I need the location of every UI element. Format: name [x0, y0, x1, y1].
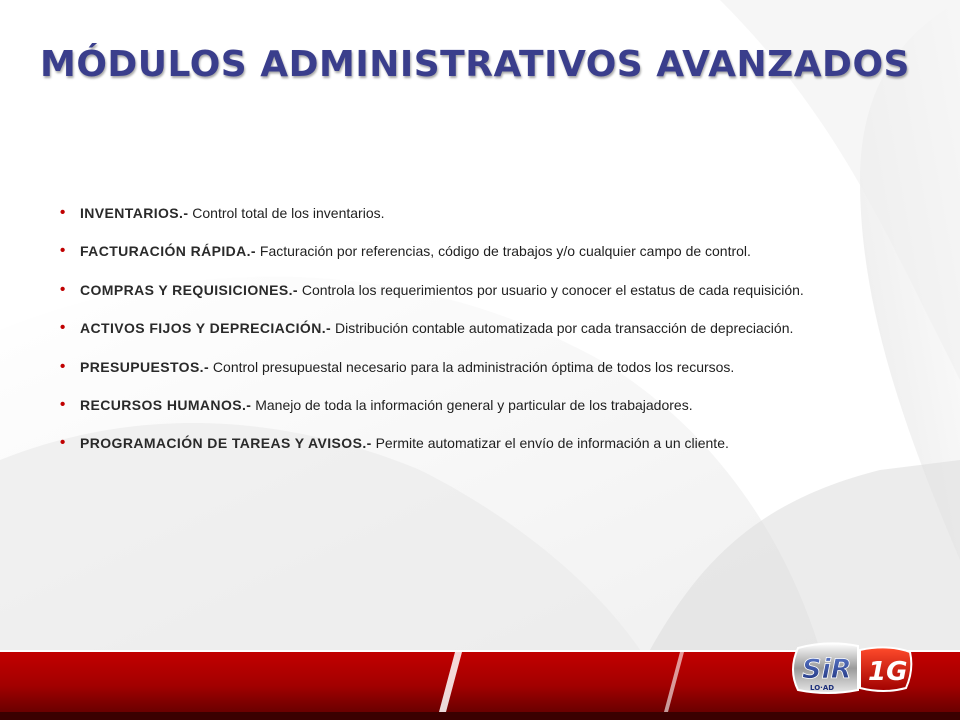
item-term: PRESUPUESTOS.- [80, 358, 210, 375]
bullet-icon: • [60, 434, 66, 452]
logo-sir-text: SiR [802, 654, 852, 685]
item-term: INVENTARIOS.- [80, 205, 189, 221]
logo-badge-text: 1G [868, 657, 908, 687]
list-item [60, 357, 940, 395]
item-description: Manejo de toda la información general y particular de los trabajadores. [251, 396, 693, 413]
module-list [60, 203, 940, 472]
item-description: Permite automatizar el envío de información a un cliente. [371, 435, 729, 452]
item-term: PROGRAMACIÓN DE TAREAS Y AVISOS.- [80, 435, 372, 452]
list-item [60, 395, 940, 433]
item-description: Control presupuestal necesario para la administración óptima de todos los recursos. [209, 358, 735, 375]
item-term: FACTURACIÓN RÁPIDA.- [80, 243, 256, 260]
item-description: Distribución contable automatizada por cada transacción de depreciación. [331, 320, 794, 337]
bullet-icon: • [60, 357, 66, 375]
item-term: COMPRAS Y REQUISICIONES.- [80, 281, 298, 298]
logo-sub-text: LO·AD [810, 684, 835, 692]
bullet-icon: • [60, 242, 66, 260]
item-term: ACTIVOS FIJOS Y DEPRECIACIÓN.- [80, 320, 332, 337]
bullet-icon: • [60, 280, 66, 298]
bullet-icon: • [60, 319, 66, 337]
item-description: Control total de los inventarios. [188, 205, 385, 221]
company-logo [788, 640, 914, 698]
list-item [60, 280, 940, 318]
bullet-icon: • [60, 204, 66, 221]
slide-title: MÓDULOS ADMINISTRATIVOS AVANZADOS [40, 44, 910, 85]
list-item [60, 318, 940, 356]
list-item [60, 203, 940, 241]
bullet-icon: • [60, 395, 66, 413]
list-item [60, 241, 940, 279]
item-description: Facturación por referencias, código de trabajos y/o cualquier campo de control. [256, 243, 751, 260]
item-description: Controla los requerimientos por usuario y conocer el estatus de cada requisición. [297, 281, 804, 298]
item-term: RECURSOS HUMANOS.- [80, 396, 252, 413]
list-item [60, 433, 940, 471]
